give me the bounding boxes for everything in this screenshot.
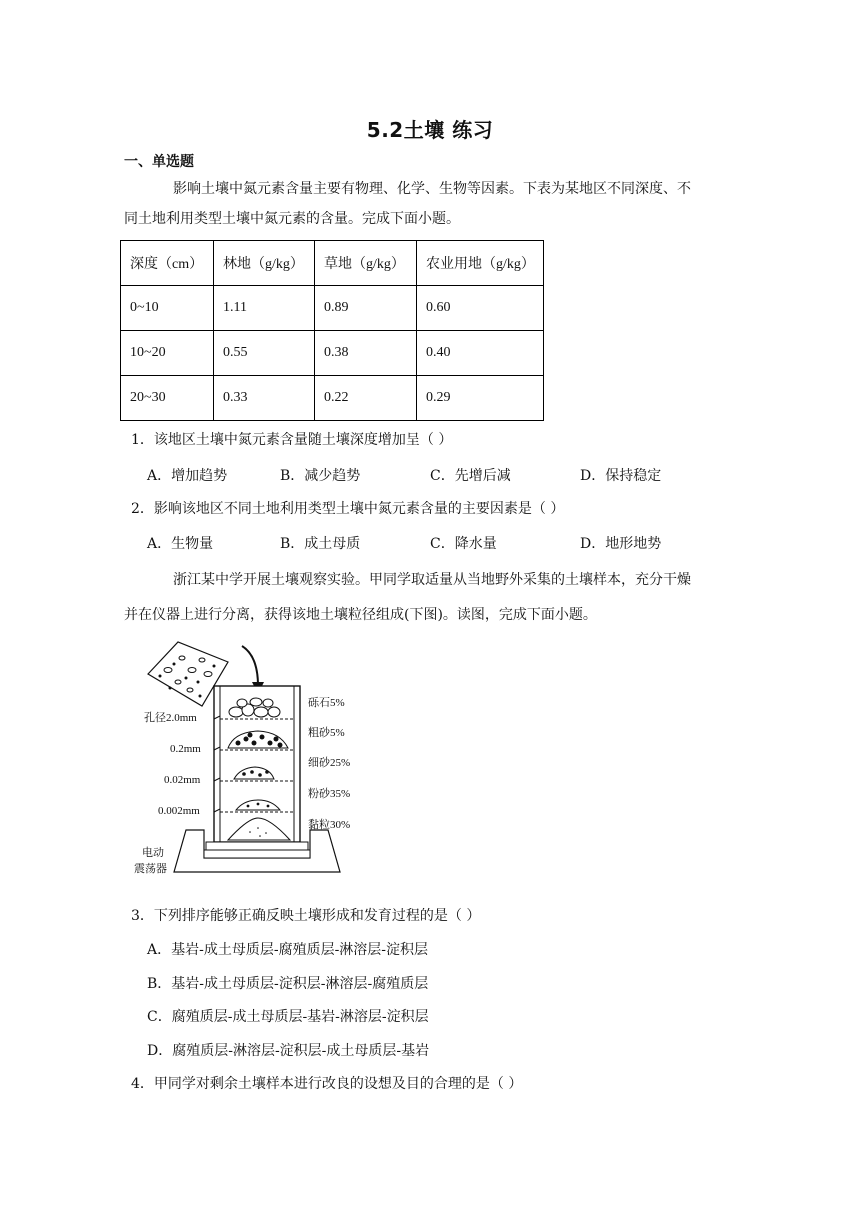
table-row	[121, 286, 544, 331]
table-header-cell: 草地（g/kg）	[315, 241, 417, 286]
option-d[interactable]: D．保持稳定	[580, 468, 662, 484]
pore-label: 0.2mm	[170, 743, 201, 755]
option-a[interactable]: A．增加趋势	[147, 468, 228, 484]
layer-label: 粉砂35%	[308, 788, 351, 800]
pore-label: 孔径2.0mm	[144, 712, 197, 724]
table-cell: 0~10	[121, 286, 214, 331]
table-cell: 0.29	[417, 376, 544, 421]
question-2-stem: 2．影响该地区不同土地利用类型土壤中氮元素含量的主要因素是（ ）	[131, 501, 565, 517]
table-cell: 0.89	[315, 286, 417, 331]
option-b[interactable]: B．基岩-成土母质层-淀积层-淋溶层-腐殖质层	[147, 976, 429, 992]
table-header-row	[121, 241, 544, 286]
section-heading: 一、单选题	[124, 154, 194, 170]
table-cell: 1.11	[214, 286, 315, 331]
table-cell: 0.60	[417, 286, 544, 331]
option-b[interactable]: B．成土母质	[280, 536, 361, 552]
layer-label: 细砂25%	[308, 757, 351, 769]
table-header-cell: 深度（cm）	[121, 241, 214, 286]
layer-label: 砾石5%	[308, 697, 345, 709]
table-row	[121, 331, 544, 376]
intro-paragraph-2	[124, 563, 736, 633]
option-a[interactable]: A．生物量	[147, 536, 214, 552]
device-label: 震荡器	[134, 863, 167, 875]
option-c[interactable]: C．腐殖质层-成土母质层-基岩-淋溶层-淀积层	[147, 1009, 429, 1025]
option-c[interactable]: C．降水量	[430, 536, 497, 552]
soil-sieve-diagram	[130, 640, 370, 880]
intro-paragraph-1	[124, 174, 736, 234]
table-cell: 0.38	[315, 331, 417, 376]
table-header-cell: 林地（g/kg）	[214, 241, 315, 286]
table-cell: 20~30	[121, 376, 214, 421]
layer-label: 粗砂5%	[308, 727, 345, 739]
option-d[interactable]: D．地形地势	[580, 536, 662, 552]
option-c[interactable]: C．先增后减	[430, 468, 511, 484]
table-row	[121, 376, 544, 421]
intro1-line2: 同土地利用类型土壤中氮元素的含量。完成下面小题。	[124, 211, 460, 227]
layer-label: 黏粒30%	[308, 819, 351, 831]
nitrogen-table	[120, 240, 544, 421]
table-cell: 0.40	[417, 331, 544, 376]
question-1-stem: 1．该地区土壤中氮元素含量随土壤深度增加呈（ ）	[131, 432, 453, 448]
table-cell: 10~20	[121, 331, 214, 376]
intro2-line1: 浙江某中学开展土壤观察实验。甲同学取适量从当地野外采集的土壤样本，充分干燥	[173, 572, 691, 588]
table-cell: 0.22	[315, 376, 417, 421]
question-3-stem: 3．下列排序能够正确反映土壤形成和发育过程的是（ ）	[131, 908, 481, 924]
page-title: 5.2土壤 练习	[366, 118, 494, 142]
pore-label: 0.02mm	[164, 774, 201, 786]
intro2-line2: 并在仪器上进行分离，获得该地土壤粒径组成(下图)。读图，完成下面小题。	[124, 607, 597, 623]
table-cell: 0.33	[214, 376, 315, 421]
table-header-cell: 农业用地（g/kg）	[417, 241, 544, 286]
option-d[interactable]: D．腐殖质层-淋溶层-淀积层-成土母质层-基岩	[147, 1043, 430, 1059]
option-b[interactable]: B．减少趋势	[280, 468, 361, 484]
table-cell: 0.55	[214, 331, 315, 376]
option-a[interactable]: A．基岩-成土母质层-腐殖质层-淋溶层-淀积层	[147, 942, 429, 958]
pore-label: 0.002mm	[158, 805, 200, 817]
question-4-stem: 4．甲同学对剩余土壤样本进行改良的设想及目的合理的是（ ）	[131, 1076, 523, 1092]
intro1-line1: 影响土壤中氮元素含量主要有物理、化学、生物等因素。下表为某地区不同深度、不	[173, 181, 691, 197]
device-label: 电动	[142, 847, 164, 859]
